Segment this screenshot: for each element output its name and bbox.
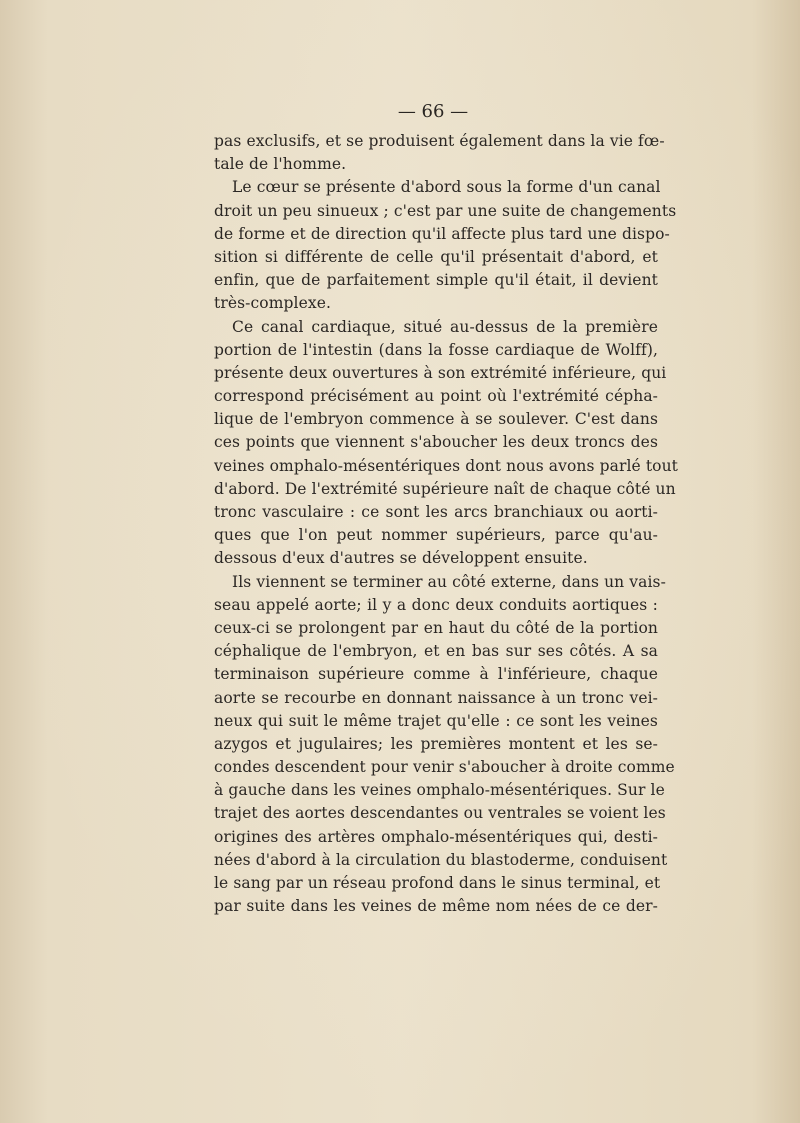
text-line: ceux-ci se prolongent par en haut du côté de la portion — [214, 618, 658, 637]
text-line: Ils viennent se terminer au côté externe, dans un vais- — [232, 572, 666, 591]
text-line: terminaison supérieure comme à l'inférieure, chaque — [214, 665, 658, 684]
text-line: dessous d'eux d'autres se développent ensuite. — [214, 549, 588, 568]
text-line: ces points que viennent s'aboucher les deux troncs des — [214, 433, 658, 452]
text-line: portion de l'intestin (dans la fosse cardiaque de Wolff), — [214, 340, 658, 359]
text-line: d'abord. De l'extrémité supérieure naît de chaque côté un — [214, 479, 676, 498]
text-line: ques que l'on peut nommer supérieurs, parce qu'au- — [214, 526, 658, 545]
text-line: présente deux ouvertures à son extrémité inférieure, qui — [214, 363, 667, 382]
text-line: origines des artères omphalo-mésentériques qui, desti- — [214, 827, 658, 846]
text-line: lique de l'embryon commence à se soulever. C'est dans — [214, 410, 658, 429]
text-line: très-complexe. — [214, 294, 332, 313]
text-line: aorte se recourbe en donnant naissance à un tronc vei- — [214, 688, 658, 707]
text-line: azygos et jugulaires; les premières montent et les se- — [214, 734, 658, 753]
text-line: céphalique de l'embryon, et en bas sur ses côtés. A sa — [214, 642, 658, 661]
text-line: de forme et de direction qu'il affecte plus tard une dispo- — [214, 224, 670, 243]
text-line: Ce canal cardiaque, situé au-dessus de la première — [232, 317, 658, 336]
text-line: veines omphalo-mésentériques dont nous avons parlé tout — [214, 456, 678, 475]
page-number: — 66 — — [397, 101, 469, 122]
text-line: sition si différente de celle qu'il présentait d'abord, et — [214, 247, 658, 266]
text-line: le sang par un réseau profond dans le sinus terminal, et — [214, 874, 661, 892]
text-line: condes descendent pour venir s'aboucher à droite comme — [214, 758, 675, 777]
text-line: à gauche dans les veines omphalo-mésentériques. Sur le — [214, 781, 665, 800]
text-line: tronc vasculaire : ce sont les arcs branchiaux ou aorti- — [214, 503, 658, 521]
body-text — [214, 130, 678, 918]
text-line: pas exclusifs, et se produisent également dans la vie fœ- — [214, 132, 665, 150]
text-line: seau appelé aorte; il y a donc deux conduits aortiques : — [214, 595, 658, 614]
text-line: nées d'abord à la circulation du blastoderme, conduisent — [214, 850, 668, 869]
text-line: Le cœur se présente d'abord sous la forme d'un canal — [232, 178, 661, 197]
text-line: correspond précisément au point où l'extrémité cépha- — [214, 387, 658, 406]
text-line: trajet des aortes descendantes ou ventrales se voient les — [214, 804, 666, 823]
text-line: droit un peu sinueux ; c'est par une suite de changements — [214, 201, 677, 220]
text-line: tale de l'homme. — [214, 155, 347, 174]
text-line: neux qui suit le même trajet qu'elle : ce sont les veines — [214, 711, 658, 730]
text-line: par suite dans les veines de même nom nées de ce der- — [214, 897, 658, 916]
text-line: enfin, que de parfaitement simple qu'il était, il devient — [214, 271, 658, 290]
